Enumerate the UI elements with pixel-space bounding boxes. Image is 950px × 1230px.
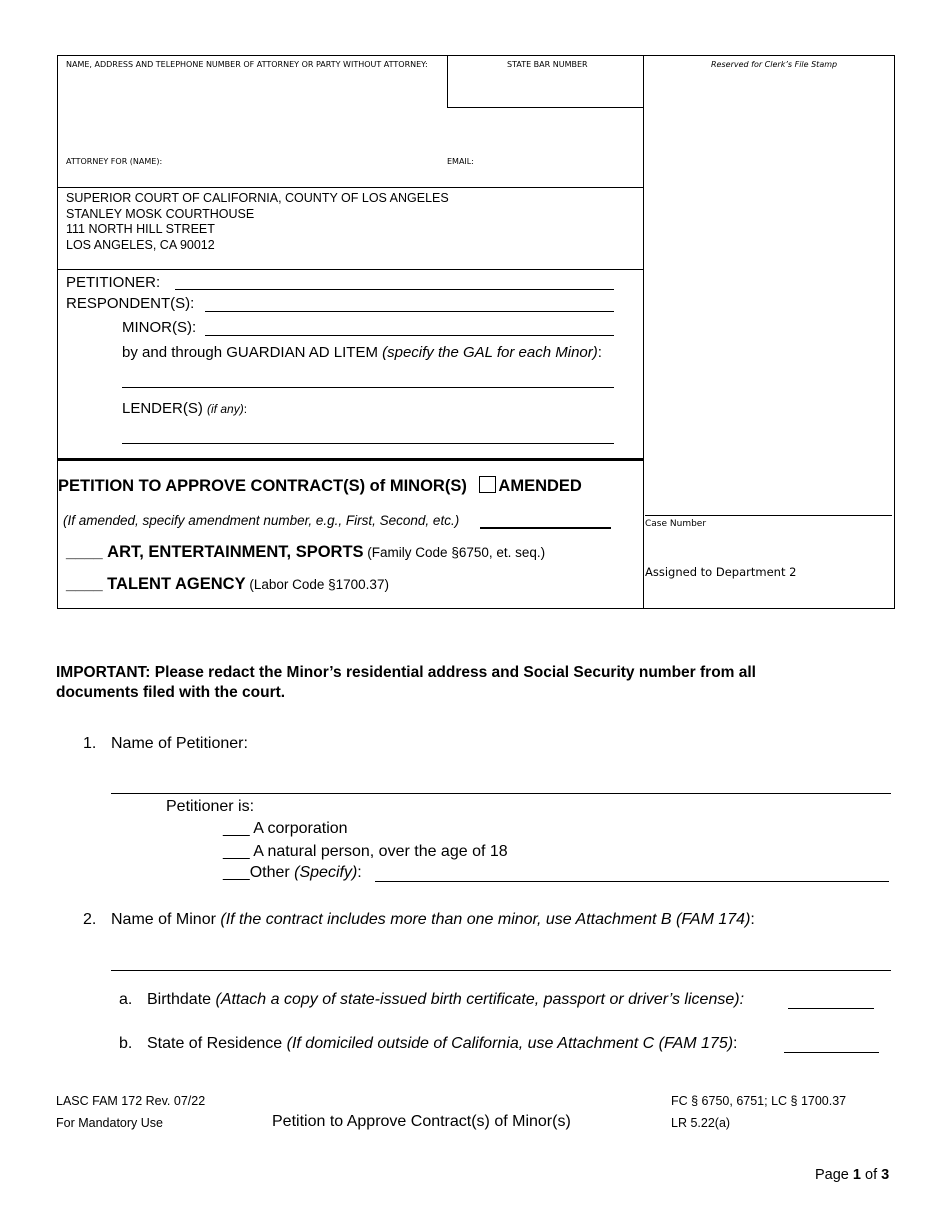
minor-name-field[interactable]	[111, 970, 891, 971]
minors-field[interactable]	[205, 335, 614, 336]
item-1-number: 1.	[83, 735, 97, 752]
state-bar-label: STATE BAR NUMBER	[507, 60, 588, 69]
page-indicator	[815, 1167, 889, 1183]
court-section-divider	[57, 269, 643, 270]
item-2-label	[111, 911, 755, 929]
art-option-blank[interactable]: ____	[66, 543, 103, 561]
amended-label: AMENDED	[498, 477, 582, 495]
minor-name-instruction: (If the contract includes more than one minor, use Attachment B (FAM 174)	[220, 911, 751, 928]
important-notice	[56, 663, 756, 703]
minor-name-text: Name of Minor	[111, 911, 221, 928]
code-references: FC § 6750, 6751; LC § 1700.37	[671, 1094, 847, 1108]
gal-colon: :	[597, 344, 602, 361]
caption-left-border	[57, 55, 58, 609]
other-text: ___Other	[223, 864, 295, 881]
lender-field[interactable]	[122, 443, 614, 444]
title-section-divider	[57, 458, 643, 461]
option-talent-agency	[66, 575, 389, 594]
bar-box-left	[447, 55, 448, 107]
caption-bottom-border	[57, 608, 895, 609]
minor-name-colon: :	[750, 911, 755, 928]
state-of-residence-field[interactable]	[784, 1052, 879, 1053]
important-line-1: IMPORTANT: Please redact the Minor’s residential address and Social Security number from all	[56, 664, 756, 681]
option-natural-person[interactable]: ___ A natural person, over the age of 18	[223, 843, 508, 860]
page-prefix: Page	[815, 1167, 853, 1183]
case-number-line	[645, 515, 892, 516]
form-id: LASC FAM 172 Rev. 07/22	[56, 1094, 206, 1108]
item-1-label: Name of Petitioner:	[111, 735, 248, 752]
petitioner-label: PETITIONER:	[66, 274, 161, 291]
residence-colon: :	[733, 1035, 738, 1052]
birthdate-text: Birthdate	[147, 991, 216, 1008]
other-specify-field[interactable]	[375, 881, 889, 882]
lender-optional: (if any)	[207, 402, 244, 416]
petitioner-field[interactable]	[175, 289, 614, 290]
residence-instruction: (If domiciled outside of California, use Attachment C (FAM 175)	[286, 1035, 734, 1052]
case-number-label: Case Number	[645, 519, 707, 529]
lender-colon: :	[243, 402, 248, 416]
petition-title-text: PETITION TO APPROVE CONTRACT(S) of MINOR(S)	[58, 477, 467, 495]
caption-right-border	[894, 55, 895, 609]
talent-option-blank[interactable]: ____	[66, 575, 103, 593]
item-2b-letter: b.	[119, 1035, 133, 1052]
talent-option-label: TALENT AGENCY	[107, 575, 246, 593]
email-label: EMAIL:	[447, 157, 474, 166]
court-name: SUPERIOR COURT OF CALIFORNIA, COUNTY OF LOS ANGELES	[66, 191, 449, 205]
gal-text: by and through GUARDIAN AD LITEM	[122, 344, 383, 361]
assigned-department: Assigned to Department 2	[645, 565, 797, 579]
courthouse-name: STANLEY MOSK COURTHOUSE	[66, 206, 255, 221]
court-address	[66, 191, 449, 253]
court-city: LOS ANGELES, CA 90012	[66, 237, 215, 252]
birthdate-label	[147, 991, 744, 1009]
attorney-section-divider	[57, 187, 643, 188]
bar-box-bottom	[447, 107, 643, 108]
amended-note-text: (If amended, specify amendment number, e.g., First, Second, etc.)	[63, 513, 460, 528]
item-2a-letter: a.	[119, 991, 133, 1008]
page-of: of	[860, 1167, 882, 1183]
local-rule: LR 5.22(a)	[671, 1116, 731, 1130]
attorney-for-label: ATTORNEY FOR (NAME):	[66, 157, 163, 166]
talent-option-code: (Labor Code §1700.37)	[245, 577, 389, 592]
art-option-code: (Family Code §6750, et. seq.)	[363, 545, 546, 560]
petitioner-is-label: Petitioner is:	[166, 798, 255, 815]
guardian-ad-litem-field[interactable]	[122, 387, 614, 388]
lender-label	[122, 400, 247, 417]
caption-top-border	[57, 55, 895, 56]
birthdate-instruction: (Attach a copy of state-issued birth certificate, passport or driver’s license):	[215, 991, 745, 1008]
amended-checkbox[interactable]	[479, 476, 496, 493]
amended-note	[63, 513, 459, 528]
respondents-field[interactable]	[205, 311, 614, 312]
other-colon: :	[357, 864, 362, 881]
petition-title	[58, 476, 582, 496]
page-number: 1	[852, 1167, 861, 1183]
gal-instruction: (specify the GAL for each Minor)	[382, 344, 598, 361]
footer-form-title: Petition to Approve Contract(s) of Minor(s)	[272, 1113, 571, 1130]
residence-text: State of Residence	[147, 1035, 287, 1052]
lender-text: LENDER(S)	[122, 400, 208, 417]
option-corporation[interactable]: ___ A corporation	[223, 820, 348, 837]
attorney-label: NAME, ADDRESS AND TELEPHONE NUMBER OF ATTORNEY OR PARTY WITHOUT ATTORNEY:	[66, 60, 428, 69]
state-of-residence-label	[147, 1035, 738, 1053]
birthdate-field[interactable]	[788, 1008, 874, 1009]
amendment-number-field[interactable]	[480, 527, 611, 529]
option-other[interactable]	[223, 864, 362, 882]
mandatory-use: For Mandatory Use	[56, 1116, 163, 1130]
court-street: 111 NORTH HILL STREET	[66, 222, 215, 236]
option-art-entertainment-sports	[66, 543, 545, 562]
important-line-2: documents filed with the court.	[56, 684, 286, 701]
guardian-ad-litem-label	[122, 344, 602, 361]
page-total: 3	[881, 1167, 890, 1183]
art-option-label: ART, ENTERTAINMENT, SPORTS	[107, 543, 364, 561]
other-specify: (Specify)	[294, 864, 358, 881]
petitioner-name-field[interactable]	[111, 793, 891, 794]
respondents-label: RESPONDENT(S):	[66, 295, 195, 312]
minors-label: MINOR(S):	[122, 319, 197, 336]
clerk-column-divider	[643, 55, 644, 609]
clerk-stamp-label: Reserved for Clerk’s File Stamp	[711, 60, 838, 69]
item-2-number: 2.	[83, 911, 97, 928]
